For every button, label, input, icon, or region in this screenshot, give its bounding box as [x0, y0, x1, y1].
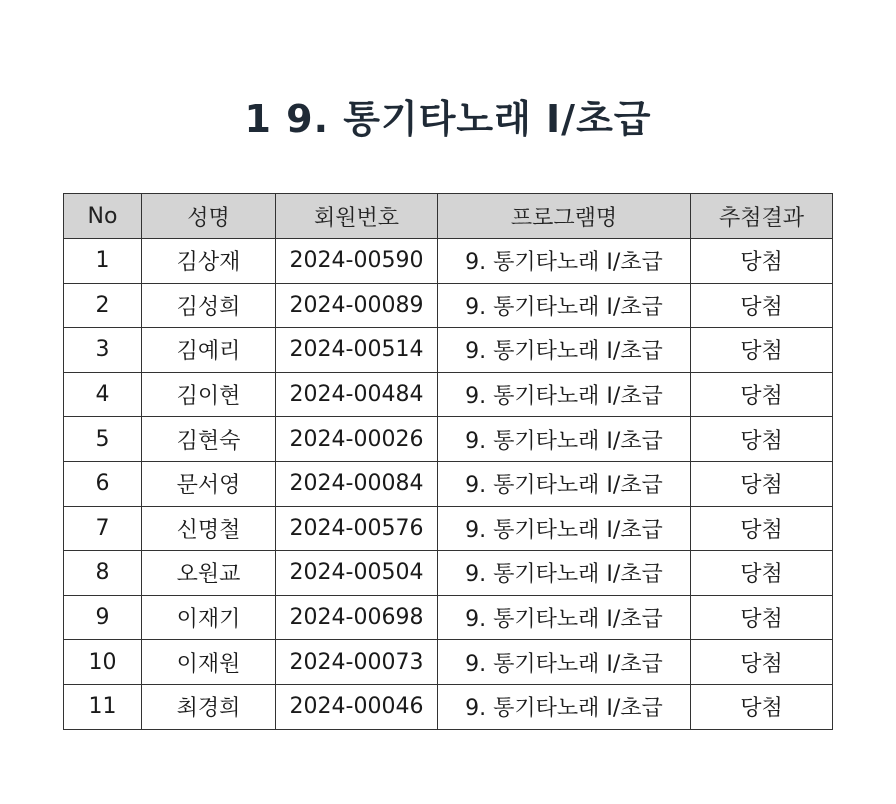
- cell-result: 당첨: [691, 283, 833, 328]
- cell-member-id: 2024-00089: [276, 283, 438, 328]
- table-row: [64, 551, 833, 596]
- cell-program: 9. 통기타노래 I/초급: [438, 640, 691, 685]
- cell-program: 9. 통기타노래 I/초급: [438, 372, 691, 417]
- table-row: [64, 461, 833, 506]
- cell-member-id: 2024-00084: [276, 461, 438, 506]
- cell-name: 김상재: [142, 239, 276, 284]
- cell-name: 신명철: [142, 506, 276, 551]
- cell-member-id: 2024-00046: [276, 684, 438, 729]
- cell-no: 6: [64, 461, 142, 506]
- cell-name: 김이현: [142, 372, 276, 417]
- cell-no: 1: [64, 239, 142, 284]
- table-row: [64, 328, 833, 373]
- cell-no: 4: [64, 372, 142, 417]
- cell-name: 김성희: [142, 283, 276, 328]
- header-no: No: [64, 194, 142, 239]
- cell-no: 5: [64, 417, 142, 462]
- header-name: 성명: [142, 194, 276, 239]
- cell-member-id: 2024-00576: [276, 506, 438, 551]
- cell-no: 11: [64, 684, 142, 729]
- table-row: [64, 684, 833, 729]
- cell-result: 당첨: [691, 551, 833, 596]
- cell-result: 당첨: [691, 506, 833, 551]
- cell-member-id: 2024-00484: [276, 372, 438, 417]
- cell-name: 오원교: [142, 551, 276, 596]
- header-program: 프로그램명: [438, 194, 691, 239]
- table-row: [64, 283, 833, 328]
- cell-member-id: 2024-00073: [276, 640, 438, 685]
- cell-result: 당첨: [691, 372, 833, 417]
- cell-result: 당첨: [691, 239, 833, 284]
- cell-program: 9. 통기타노래 I/초급: [438, 283, 691, 328]
- table-header-row: [64, 194, 833, 239]
- cell-member-id: 2024-00504: [276, 551, 438, 596]
- cell-name: 문서영: [142, 461, 276, 506]
- table-body: [64, 239, 833, 730]
- lottery-results-table: [63, 193, 833, 730]
- cell-member-id: 2024-00514: [276, 328, 438, 373]
- cell-no: 10: [64, 640, 142, 685]
- cell-name: 이재원: [142, 640, 276, 685]
- cell-result: 당첨: [691, 461, 833, 506]
- cell-program: 9. 통기타노래 I/초급: [438, 417, 691, 462]
- cell-program: 9. 통기타노래 I/초급: [438, 461, 691, 506]
- cell-result: 당첨: [691, 417, 833, 462]
- cell-member-id: 2024-00698: [276, 595, 438, 640]
- cell-member-id: 2024-00590: [276, 239, 438, 284]
- cell-result: 당첨: [691, 595, 833, 640]
- cell-program: 9. 통기타노래 I/초급: [438, 328, 691, 373]
- cell-name: 최경희: [142, 684, 276, 729]
- page-title: 1 9. 통기타노래 I/초급: [244, 97, 652, 141]
- table-row: [64, 372, 833, 417]
- cell-no: 3: [64, 328, 142, 373]
- table-row: [64, 417, 833, 462]
- cell-name: 김현숙: [142, 417, 276, 462]
- table-row: [64, 506, 833, 551]
- cell-program: 9. 통기타노래 I/초급: [438, 239, 691, 284]
- cell-no: 7: [64, 506, 142, 551]
- cell-program: 9. 통기타노래 I/초급: [438, 551, 691, 596]
- header-result: 추첨결과: [691, 194, 833, 239]
- cell-program: 9. 통기타노래 I/초급: [438, 595, 691, 640]
- header-member-id: 회원번호: [276, 194, 438, 239]
- cell-name: 이재기: [142, 595, 276, 640]
- cell-result: 당첨: [691, 328, 833, 373]
- cell-no: 2: [64, 283, 142, 328]
- cell-no: 9: [64, 595, 142, 640]
- cell-program: 9. 통기타노래 I/초급: [438, 684, 691, 729]
- cell-program: 9. 통기타노래 I/초급: [438, 506, 691, 551]
- cell-no: 8: [64, 551, 142, 596]
- cell-result: 당첨: [691, 684, 833, 729]
- table-row: [64, 239, 833, 284]
- table-row: [64, 640, 833, 685]
- table-row: [64, 595, 833, 640]
- cell-member-id: 2024-00026: [276, 417, 438, 462]
- cell-name: 김예리: [142, 328, 276, 373]
- cell-result: 당첨: [691, 640, 833, 685]
